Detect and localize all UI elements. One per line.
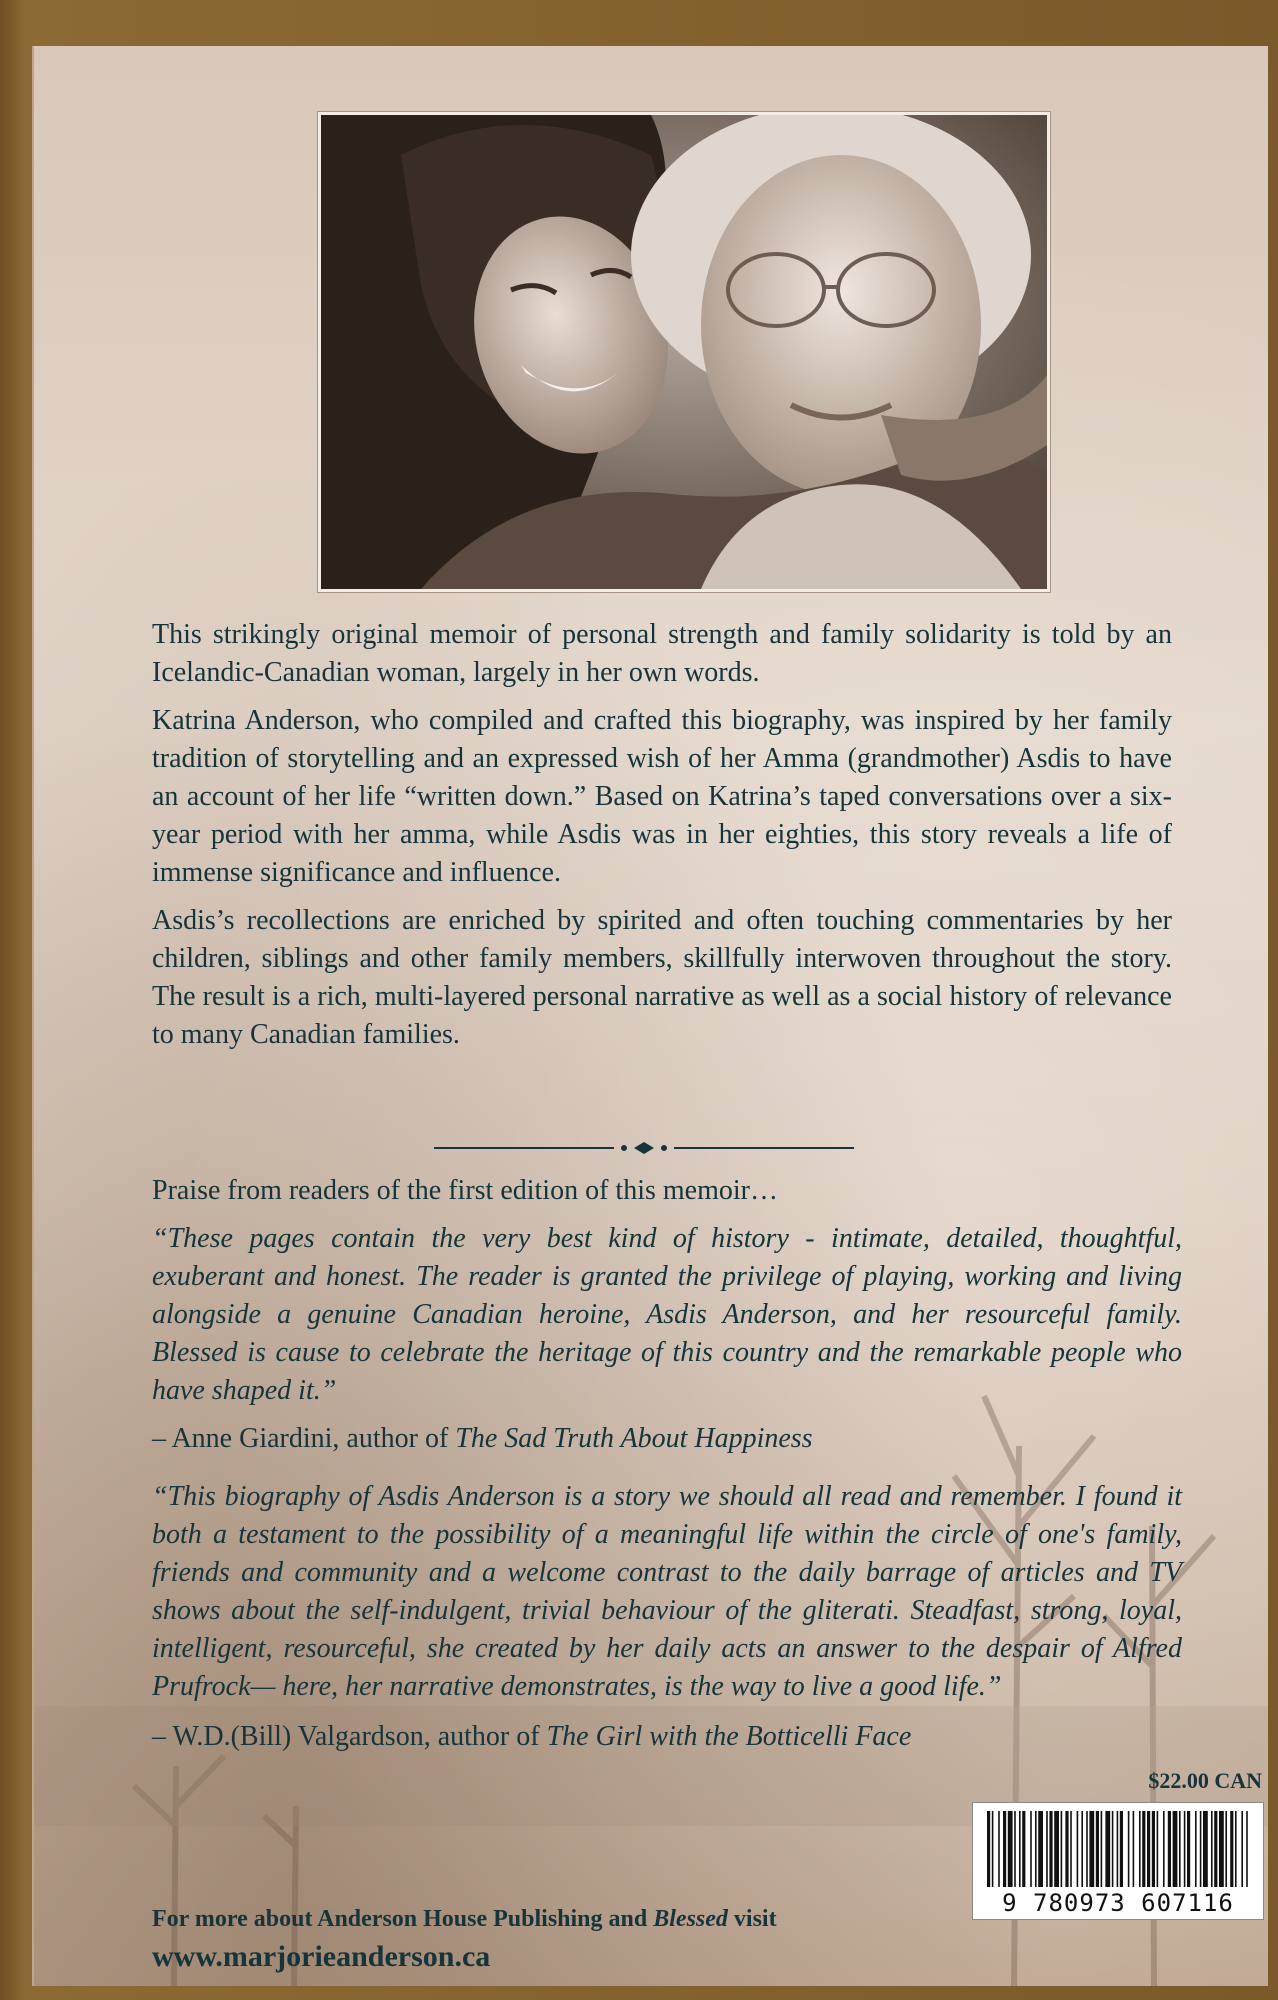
barcode-bar <box>1128 1811 1130 1887</box>
attribution-1-prefix: – Anne Giardini, author of <box>152 1423 456 1454</box>
barcode-bar <box>1003 1811 1006 1887</box>
barcode-bar <box>998 1811 1000 1887</box>
barcode-bar <box>1070 1811 1072 1887</box>
attribution-2-prefix: – W.D.(Bill) Valgardson, author of <box>152 1721 547 1752</box>
barcode-bar <box>1225 1811 1227 1887</box>
barcode-bar <box>1246 1811 1248 1887</box>
barcode-bar <box>1014 1811 1016 1887</box>
isbn-number: 9 780973 607116 <box>1002 1889 1234 1917</box>
review-quote-2: “This biography of Asdis Anderson is a story we should all read and remember. I found it both a testament to the possibility of a meaningful life within the circle of one's family, friends and community and a welcome contrast to the daily barrage of articles and TV shows about the self-indulgent, trivial behaviour of the gliterati. Steadfast, strong, loyal, intelligent, resourceful, she created by her daily acts an answer to the despair of Alfred Prufrock— here, her narrative demonstrates, is the way to live a good life.” <box>152 1481 1182 1702</box>
barcode-bar <box>1105 1811 1110 1887</box>
barcode-bar <box>1120 1811 1123 1887</box>
barcode-bar <box>1065 1811 1068 1887</box>
barcode-bar <box>1101 1811 1103 1887</box>
barcode-bar <box>1117 1811 1119 1887</box>
barcode-bar <box>987 1811 990 1887</box>
barcode-bar <box>1008 1811 1013 1887</box>
description-paragraph-3: Asdis’s recollections are enriched by spirited and often touching commentaries by her children, siblings and other family members, skillfully interwoven throughout the story. The result is a rich, multi-layered personal narrative as well as a social history of relevance to many Canadian families. <box>152 905 1172 1050</box>
barcode-bar <box>1035 1811 1037 1887</box>
barcode-bar <box>1211 1811 1213 1887</box>
barcode-bar <box>1046 1811 1048 1887</box>
cover-panel <box>32 46 1268 1986</box>
description <box>152 616 1172 1064</box>
attribution-2-book-title: The Girl with the Botticelli Face <box>546 1721 912 1752</box>
review-quote-1: “These pages contain the very best kind of history - intimate, detailed, thoughtful, exuberant and honest. The reader is granted the privilege of playing, working and living alongside a genuine Canadian heroine, Asdis Anderson, and her resourceful family. Blessed is cause to celebrate the heritage of this country and the remarkable people who have shaped it.” <box>152 1223 1182 1406</box>
barcode-bar <box>1077 1811 1079 1887</box>
barcode-bar <box>1089 1811 1094 1887</box>
barcode-bar <box>1112 1811 1114 1887</box>
barcode-bar <box>1241 1811 1243 1887</box>
barcode-bar <box>1163 1811 1165 1887</box>
barcode-bar <box>1019 1811 1021 1887</box>
barcode-bar <box>1235 1811 1237 1887</box>
barcode-bar <box>1030 1811 1032 1887</box>
publisher-note-prefix: For more about Anderson House Publishing and <box>152 1906 654 1932</box>
barcode-bar <box>1133 1811 1135 1887</box>
barcode-bar <box>1152 1811 1155 1887</box>
barcode-bar <box>1022 1811 1025 1887</box>
attribution-1-book-title: The Sad Truth About Happiness <box>455 1423 813 1454</box>
barcode-bar <box>1168 1811 1171 1887</box>
barcode-bars <box>973 1807 1263 1891</box>
barcode-bar <box>1157 1811 1159 1887</box>
description-paragraph-2: Katrina Anderson, who compiled and crafted this biography, was inspired by her family tradition of storytelling and an expressed wish of her Amma (grandmother) Asdis to have an account of her life “written down.” Based on Katrina’s taped conversations over a six-year period with her amma, while Asdis was in her eighties, this story reveals a life of immense significance and influence. <box>152 705 1172 888</box>
barcode-bar <box>1096 1811 1099 1887</box>
website-url: www.marjorieanderson.ca <box>152 1940 491 1973</box>
praise-heading: Praise from readers of the first edition of this memoir… <box>152 1175 778 1206</box>
barcode-bar <box>1200 1811 1202 1887</box>
ornamental-divider <box>434 1138 854 1158</box>
barcode-bar <box>1184 1811 1186 1887</box>
grandmother-granddaughter-photo <box>318 112 1050 592</box>
barcode-bar <box>1054 1811 1059 1887</box>
review-attribution-2 <box>152 1718 1182 1756</box>
review-attribution-1 <box>152 1420 1182 1458</box>
barcode-bar <box>1038 1811 1043 1887</box>
photo-illustration <box>321 115 1047 589</box>
barcode-bar <box>1214 1811 1217 1887</box>
barcode-bar <box>1203 1811 1208 1887</box>
barcode-bar <box>1061 1811 1063 1887</box>
barcode-bar <box>1142 1811 1145 1887</box>
barcode-bar <box>1086 1811 1088 1887</box>
barcode-bar <box>1139 1811 1141 1887</box>
barcode-bar <box>1173 1811 1178 1887</box>
barcode-bar <box>1179 1811 1181 1887</box>
barcode-bar <box>1187 1811 1190 1887</box>
description-paragraph-1: This strikingly original memoir of personal strength and family solidarity is told by an Icelandic-Canadian woman, largely in her own words. <box>152 619 1172 688</box>
barcode-bar <box>1147 1811 1150 1887</box>
barcode-bar <box>1195 1811 1197 1887</box>
price-label: $22.00 CAN <box>1148 1768 1262 1793</box>
isbn-barcode <box>972 1802 1264 1920</box>
barcode-bar <box>1219 1811 1224 1887</box>
publisher-note-suffix: visit <box>727 1906 777 1932</box>
barcode-bar <box>1049 1811 1052 1887</box>
publisher-note <box>152 1906 952 1933</box>
barcode-bar <box>1230 1811 1233 1887</box>
barcode-bar <box>992 1811 994 1887</box>
publisher-note-book-title: Blessed <box>653 1906 728 1932</box>
barcode-bar <box>1081 1811 1083 1887</box>
